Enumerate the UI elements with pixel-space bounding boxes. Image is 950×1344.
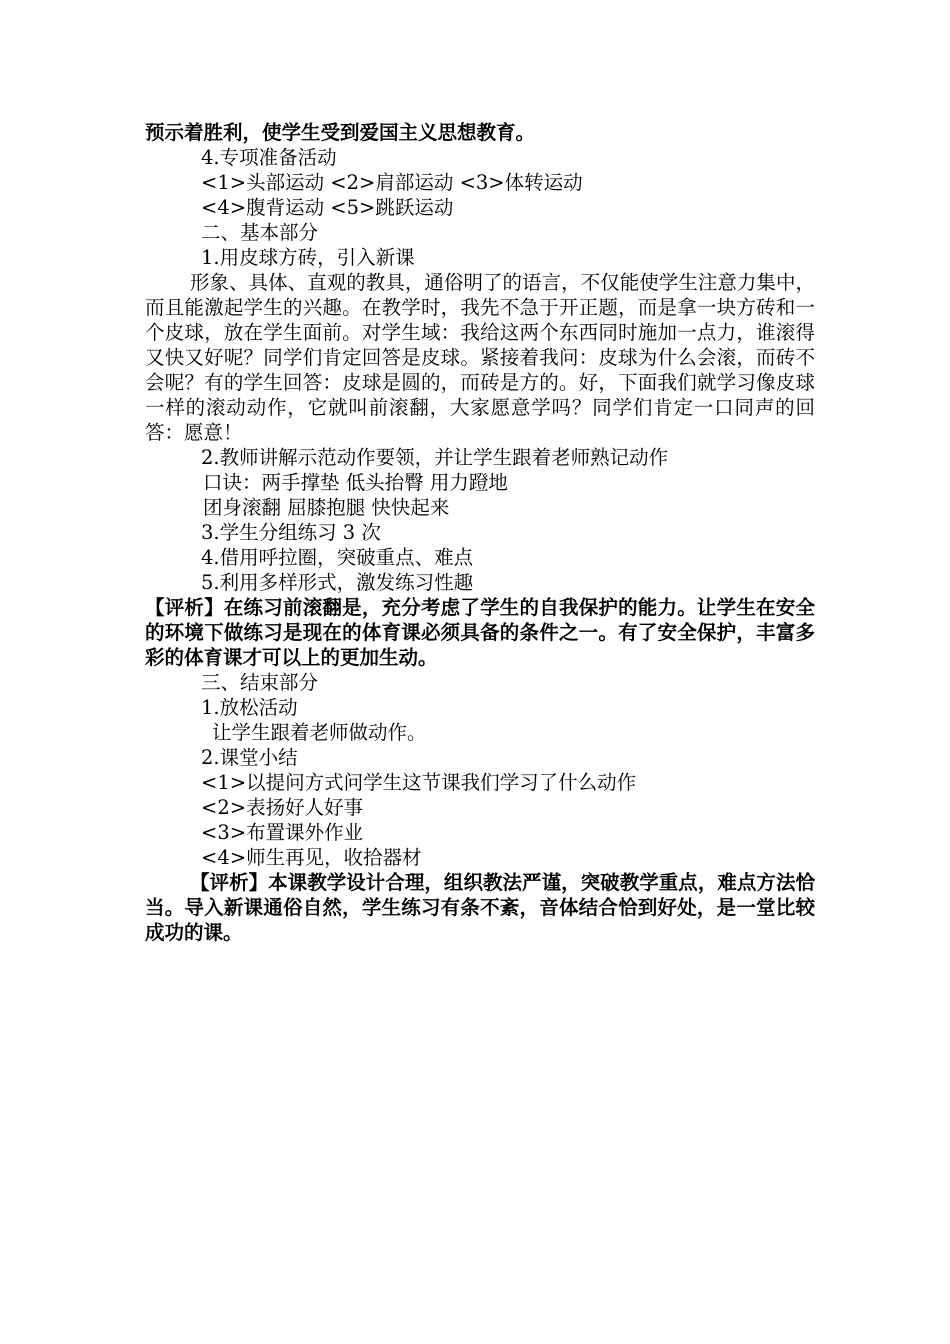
summary-sub-2: <2>表扬好人好事 [201,796,364,819]
basic-item-2: 2.教师讲解示范动作要领，并让学生跟着老师熟记动作 [201,446,669,469]
document-body [145,120,815,945]
exercise-list-b: <4>腹背运动 <5>跳跃运动 [201,196,454,219]
ending-item-1: 1.放松活动 [201,696,298,719]
summary-sub-3: <3>布置课外作业 [201,821,364,844]
chant-line-1: 口诀：两手撑垫 低头抬臀 用力蹬地 [203,471,508,494]
comment-2: 【评析】本课教学设计合理，组织教法严谨，突破教学重点，难点方法恰当。导入新课通俗自然，学生练习有条不紊，音体结合恰到好处，是一堂比较成功的课。 [145,871,815,944]
ending-item-2: 2.课堂小结 [201,746,298,769]
basic-paragraph: 形象、具体、直观的教具，通俗明了的语言，不仅能使学生注意力集中，而且能激起学生的兴趣。在教学时，我先不急于开正题，而是拿一块方砖和一个皮球，放在学生面前。对学生域：我给这两个东西同时施加一点力，谁滚得又快又好呢？同学们肯定回答是皮球。紧接着我问：皮球为什么会滚，而砖不会呢？有的学生回答：皮球是圆的，而砖是方的。好，下面我们就学习像皮球一样的滚动动作，它就叫前滚翻，大家愿意学吗？同学们肯定一口同声的回答：愿意！ [145,271,815,444]
basic-item-1: 1.用皮球方砖，引入新课 [201,246,415,269]
chant-line-2: 团身滚翻 屈膝抱腿 快快起来 [203,496,450,519]
exercise-list-a: <1>头部运动 <2>肩部运动 <3>体转运动 [201,171,583,194]
basic-item-3: 3.学生分组练习 3 次 [201,521,381,544]
comment-1: 【评析】在练习前滚翻是，充分考虑了学生的自我保护的能力。让学生在安全的环境下做练习是现在的体育课必须具备的条件之一。有了安全保护，丰富多彩的体育课才可以上的更加生动。 [145,596,815,669]
basic-heading: 二、基本部分 [201,221,319,244]
opening-line: 预示着胜利，使学生受到爱国主义思想教育。 [145,121,536,144]
basic-item-4: 4.借用呼拉圈，突破重点、难点 [201,546,474,569]
summary-sub-4: <4>师生再见，收拾器材 [201,846,422,869]
summary-sub-1: <1>以提问方式问学生这节课我们学习了什么动作 [201,771,637,794]
ending-heading: 三、结束部分 [201,671,319,694]
item4-title: 4.专项准备活动 [201,146,337,169]
basic-item-5: 5.利用多样形式，激发练习性趣 [201,571,474,594]
ending-item-1-text: 让学生跟着老师做动作。 [212,721,427,744]
